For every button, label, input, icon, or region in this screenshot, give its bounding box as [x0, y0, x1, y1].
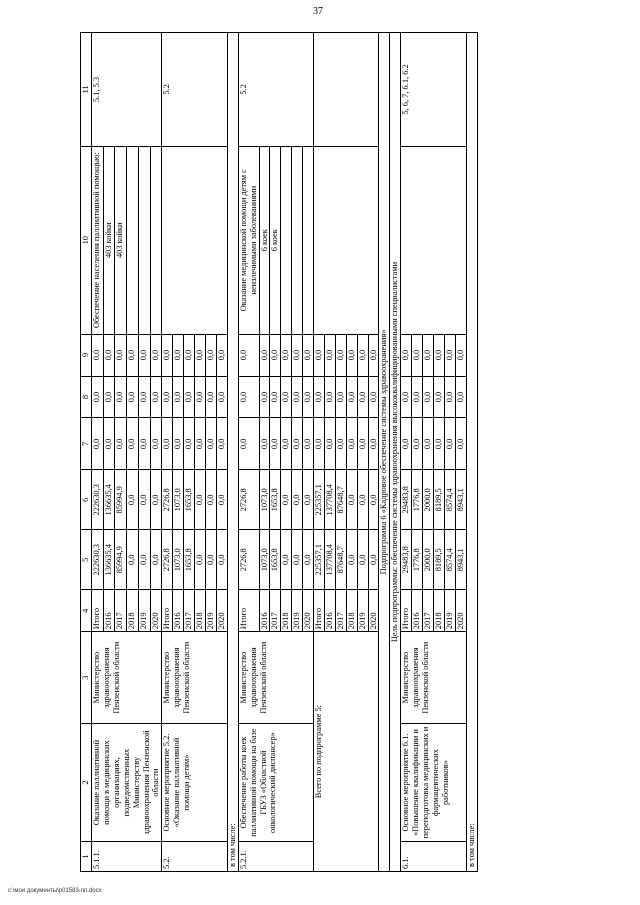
- value-cell: 8943,1: [455, 470, 466, 530]
- value-cell: 0,0: [195, 334, 206, 376]
- value-cell: 0,0: [205, 530, 216, 590]
- value-cell: 0,0: [127, 334, 139, 376]
- value-cell: 0,0: [216, 376, 227, 418]
- value-cell: 0,0: [423, 334, 434, 376]
- value-cell: 1073,0: [259, 530, 270, 590]
- value-cell: 0,0: [303, 376, 314, 418]
- value-cell: 0,0: [195, 530, 206, 590]
- value-cell: 0,0: [92, 418, 104, 470]
- value-cell: 0,0: [138, 376, 150, 418]
- year-cell: Итого: [92, 590, 104, 632]
- value-cell: 0,0: [434, 418, 445, 470]
- year-cell: 2020: [216, 590, 227, 632]
- value-cell: 8189,5: [434, 530, 445, 590]
- value-cell: 0,0: [368, 470, 379, 530]
- value-cell: 0,0: [184, 418, 195, 470]
- value-cell: 0,0: [401, 376, 412, 418]
- row-number: 5.2.: [162, 842, 227, 872]
- expected-result: [162, 146, 227, 334]
- value-cell: 222630,3: [92, 530, 104, 590]
- value-cell: 0,0: [150, 334, 162, 376]
- value-cell: 0,0: [346, 530, 357, 590]
- footer-file-path: c:\мои документы\р01583-пп.docx: [8, 888, 102, 894]
- value-cell: 0,0: [184, 376, 195, 418]
- value-cell: 87648,7: [335, 470, 346, 530]
- activity-name: Оказание паллиативной помощи в медицинских организациях, подведомственных Министерству здравоохранения Пензенской области: [92, 724, 162, 842]
- year-cell: 2017: [423, 590, 434, 632]
- value-cell: 136635,4: [103, 470, 115, 530]
- value-cell: 87648,7: [335, 530, 346, 590]
- value-cell: 0,0: [292, 470, 303, 530]
- value-cell: 0,0: [205, 418, 216, 470]
- value-cell: 29483,8: [401, 470, 412, 530]
- value-cell: 0,0: [150, 470, 162, 530]
- value-cell: 0,0: [127, 530, 139, 590]
- year-cell: 2016: [324, 590, 335, 632]
- value-cell: 0,0: [150, 418, 162, 470]
- including-label: в том числе:: [466, 33, 477, 872]
- value-cell: 0,0: [346, 418, 357, 470]
- year-cell: 2018: [195, 590, 206, 632]
- value-cell: 0,0: [368, 418, 379, 470]
- value-cell: 0,0: [314, 334, 325, 376]
- value-cell: 1653,8: [184, 470, 195, 530]
- value-cell: 0,0: [103, 376, 115, 418]
- value-cell: 0,0: [346, 376, 357, 418]
- value-cell: 1776,8: [412, 470, 423, 530]
- header-row: [81, 33, 92, 872]
- value-cell: 1073,0: [259, 470, 270, 530]
- executor: Министерство здравоохранения Пензенской области: [238, 632, 313, 724]
- year-cell: 2016: [259, 590, 270, 632]
- year-cell: 2020: [303, 590, 314, 632]
- value-cell: 0,0: [281, 470, 292, 530]
- value-cell: 0,0: [92, 376, 104, 418]
- value-cell: 0,0: [335, 418, 346, 470]
- value-cell: 0,0: [281, 418, 292, 470]
- year-cell: 2018: [346, 590, 357, 632]
- table-row: [390, 33, 401, 872]
- table-row: [227, 33, 238, 872]
- value-cell: 0,0: [92, 334, 104, 376]
- value-cell: 0,0: [216, 418, 227, 470]
- value-cell: 0,0: [423, 376, 434, 418]
- expected-result: 6 коек: [259, 146, 270, 334]
- value-cell: 0,0: [423, 418, 434, 470]
- value-cell: 0,0: [281, 376, 292, 418]
- empty-cell: [314, 33, 379, 147]
- value-cell: 0,0: [412, 334, 423, 376]
- empty-cell: [150, 146, 162, 334]
- value-cell: 0,0: [127, 470, 139, 530]
- rotated-table-container: [80, 32, 625, 872]
- value-cell: 2726,8: [238, 530, 259, 590]
- value-cell: 1073,0: [173, 530, 184, 590]
- page-number: 37: [313, 6, 323, 17]
- value-cell: 0,0: [103, 418, 115, 470]
- value-cell: 1653,8: [270, 530, 281, 590]
- value-cell: 0,0: [216, 530, 227, 590]
- value-cell: 0,0: [115, 334, 127, 376]
- value-cell: 0,0: [292, 418, 303, 470]
- year-cell: Итого: [238, 590, 259, 632]
- value-cell: 0,0: [357, 376, 368, 418]
- value-cell: 0,0: [162, 334, 173, 376]
- value-cell: 0,0: [216, 470, 227, 530]
- value-cell: 0,0: [115, 418, 127, 470]
- value-cell: 0,0: [455, 334, 466, 376]
- value-cell: 0,0: [162, 418, 173, 470]
- value-cell: 0,0: [195, 470, 206, 530]
- value-cell: 0,0: [281, 334, 292, 376]
- value-cell: 0,0: [259, 334, 270, 376]
- value-cell: 0,0: [259, 418, 270, 470]
- value-cell: 0,0: [412, 418, 423, 470]
- expected-result: Обеспечение населения паллиативной помощью:: [92, 146, 104, 334]
- value-cell: 0,0: [303, 530, 314, 590]
- value-cell: 225357,1: [314, 530, 325, 590]
- year-cell: 2017: [184, 590, 195, 632]
- expected-result: 403 койки: [103, 146, 115, 334]
- value-cell: 0,0: [138, 530, 150, 590]
- value-cell: 0,0: [127, 376, 139, 418]
- value-cell: 137708,4: [324, 470, 335, 530]
- value-cell: 0,0: [434, 334, 445, 376]
- value-cell: 0,0: [314, 418, 325, 470]
- value-cell: 1776,8: [412, 530, 423, 590]
- activity-name: Обеспечение работы коек паллиативной помощи на базе ГБУЗ «Областной онкологический диспансер»: [238, 724, 313, 842]
- target-indicator: 5.2: [162, 33, 227, 147]
- value-cell: 0,0: [357, 418, 368, 470]
- value-cell: 0,0: [324, 334, 335, 376]
- col-header-4: 4: [81, 590, 92, 632]
- value-cell: 2726,8: [238, 470, 259, 530]
- expected-result: [401, 146, 466, 334]
- year-cell: Итого: [162, 590, 173, 632]
- row-number: 6.1.: [401, 842, 466, 872]
- empty-cell: [314, 146, 379, 334]
- value-cell: 0,0: [303, 334, 314, 376]
- empty-cell: [292, 146, 303, 334]
- value-cell: 1653,8: [270, 470, 281, 530]
- value-cell: 0,0: [138, 418, 150, 470]
- value-cell: 225357,1: [314, 470, 325, 530]
- year-cell: 2019: [292, 590, 303, 632]
- value-cell: 0,0: [195, 418, 206, 470]
- expected-result: Оказание медицинской помощи детям с неизлечимыми заболеваниями: [238, 146, 259, 334]
- program-table: [80, 32, 478, 872]
- year-cell: 2020: [150, 590, 162, 632]
- year-cell: 2018: [281, 590, 292, 632]
- table-row: [314, 33, 325, 872]
- subprogram-goal: Цель подпрограммы: обеспечение системы здравоохранения высококвалифицированными специалистами: [390, 33, 401, 872]
- value-cell: 0,0: [324, 376, 335, 418]
- value-cell: 0,0: [150, 530, 162, 590]
- value-cell: 8574,4: [444, 470, 455, 530]
- value-cell: 0,0: [357, 530, 368, 590]
- col-header-5: 5: [81, 530, 92, 590]
- expected-result: 403 койки: [115, 146, 127, 334]
- value-cell: 0,0: [292, 334, 303, 376]
- value-cell: 1653,8: [184, 530, 195, 590]
- value-cell: 0,0: [292, 376, 303, 418]
- value-cell: 1073,0: [173, 470, 184, 530]
- value-cell: 0,0: [205, 376, 216, 418]
- value-cell: 0,0: [103, 334, 115, 376]
- year-cell: 2018: [434, 590, 445, 632]
- value-cell: 0,0: [184, 334, 195, 376]
- col-header-2: 2: [81, 724, 92, 842]
- value-cell: 0,0: [115, 376, 127, 418]
- value-cell: 0,0: [303, 418, 314, 470]
- table-row: [238, 33, 259, 872]
- value-cell: 0,0: [368, 376, 379, 418]
- year-cell: 2016: [173, 590, 184, 632]
- value-cell: 0,0: [455, 418, 466, 470]
- empty-cell: [138, 146, 150, 334]
- value-cell: 0,0: [281, 530, 292, 590]
- expected-result: 6 коек: [270, 146, 281, 334]
- row-number: 5.1.1.: [92, 842, 162, 872]
- value-cell: 0,0: [173, 418, 184, 470]
- value-cell: 0,0: [238, 418, 259, 470]
- col-header-11: 11: [81, 33, 92, 147]
- value-cell: 137708,4: [324, 530, 335, 590]
- year-cell: 2017: [335, 590, 346, 632]
- value-cell: 0,0: [259, 376, 270, 418]
- executor: Министерство здравоохранения Пензенской области: [401, 632, 466, 724]
- value-cell: 0,0: [444, 418, 455, 470]
- executor: Министерство здравоохранения Пензенской области: [92, 632, 162, 724]
- year-cell: 2019: [357, 590, 368, 632]
- value-cell: 8189,5: [434, 470, 445, 530]
- value-cell: 0,0: [173, 334, 184, 376]
- target-indicator: 5.2: [238, 33, 313, 147]
- year-cell: 2017: [270, 590, 281, 632]
- empty-cell: [281, 146, 292, 334]
- value-cell: 0,0: [173, 376, 184, 418]
- table-row: [162, 33, 173, 872]
- table-row: [466, 33, 477, 872]
- value-cell: 0,0: [138, 470, 150, 530]
- value-cell: 8574,4: [444, 530, 455, 590]
- value-cell: 0,0: [150, 376, 162, 418]
- col-header-6: 6: [81, 470, 92, 530]
- col-header-8: 8: [81, 376, 92, 418]
- value-cell: 0,0: [401, 334, 412, 376]
- value-cell: 0,0: [292, 530, 303, 590]
- value-cell: 0,0: [368, 530, 379, 590]
- year-cell: 2020: [455, 590, 466, 632]
- activity-name: Основное мероприятие 5.2. «Оказание паллиативной помощи детям»: [162, 724, 227, 842]
- value-cell: 0,0: [216, 334, 227, 376]
- year-cell: 2018: [127, 590, 139, 632]
- value-cell: 222630,3: [92, 470, 104, 530]
- value-cell: 0,0: [162, 376, 173, 418]
- year-cell: 2016: [103, 590, 115, 632]
- target-indicator: 5.1, 5.3: [92, 33, 162, 147]
- year-cell: Итого: [314, 590, 325, 632]
- col-header-10: 10: [81, 146, 92, 334]
- value-cell: 0,0: [368, 334, 379, 376]
- year-cell: 2017: [115, 590, 127, 632]
- value-cell: 0,0: [195, 376, 206, 418]
- value-cell: 0,0: [412, 376, 423, 418]
- value-cell: 0,0: [357, 470, 368, 530]
- target-indicator: 5, 6, 7, 6.1, 6.2: [401, 33, 466, 147]
- year-cell: 2020: [368, 590, 379, 632]
- value-cell: 0,0: [434, 376, 445, 418]
- value-cell: 0,0: [270, 334, 281, 376]
- value-cell: 0,0: [335, 376, 346, 418]
- value-cell: 0,0: [205, 334, 216, 376]
- value-cell: 0,0: [324, 418, 335, 470]
- value-cell: 0,0: [238, 334, 259, 376]
- value-cell: 0,0: [238, 376, 259, 418]
- table-row: [401, 33, 412, 872]
- executor: Министерство здравоохранения Пензенской области: [162, 632, 227, 724]
- value-cell: 0,0: [335, 334, 346, 376]
- year-cell: 2019: [444, 590, 455, 632]
- col-header-7: 7: [81, 418, 92, 470]
- value-cell: 29483,8: [401, 530, 412, 590]
- value-cell: 0,0: [138, 334, 150, 376]
- row-number: 5.2.1.: [238, 842, 313, 872]
- empty-cell: [127, 146, 139, 334]
- col-header-3: 3: [81, 632, 92, 724]
- value-cell: 2726,8: [162, 470, 173, 530]
- empty-cell: [303, 146, 314, 334]
- col-header-1: 1: [81, 842, 92, 872]
- year-cell: 2019: [205, 590, 216, 632]
- value-cell: 0,0: [357, 334, 368, 376]
- value-cell: 85994,9: [115, 530, 127, 590]
- value-cell: 0,0: [401, 418, 412, 470]
- value-cell: 0,0: [444, 376, 455, 418]
- value-cell: 0,0: [205, 470, 216, 530]
- value-cell: 0,0: [346, 334, 357, 376]
- year-cell: 2016: [412, 590, 423, 632]
- value-cell: 0,0: [270, 376, 281, 418]
- value-cell: 2726,8: [162, 530, 173, 590]
- value-cell: 0,0: [346, 470, 357, 530]
- year-cell: 2019: [138, 590, 150, 632]
- value-cell: 2000,0: [423, 530, 434, 590]
- value-cell: 0,0: [455, 376, 466, 418]
- year-cell: Итого: [401, 590, 412, 632]
- subprogram-title: Подпрограмма 6 «Кадровое обеспечение системы здравоохранения»: [379, 33, 390, 872]
- value-cell: 0,0: [270, 418, 281, 470]
- value-cell: 0,0: [444, 334, 455, 376]
- value-cell: 0,0: [314, 376, 325, 418]
- including-label: в том числе:: [227, 33, 238, 872]
- table-row: [379, 33, 390, 872]
- value-cell: 0,0: [303, 470, 314, 530]
- activity-name: Основное мероприятие 6.1. «Повышение квалификации и переподготовка медицинских и фармацевтических работников»: [401, 724, 466, 842]
- col-header-9: 9: [81, 334, 92, 376]
- value-cell: 8943,1: [455, 530, 466, 590]
- table-row: [92, 33, 104, 872]
- value-cell: 85994,9: [115, 470, 127, 530]
- value-cell: 2000,0: [423, 470, 434, 530]
- value-cell: 136635,4: [103, 530, 115, 590]
- value-cell: 0,0: [127, 418, 139, 470]
- subprogram-total-label: Всего по подпрограмме 5:: [314, 632, 379, 872]
